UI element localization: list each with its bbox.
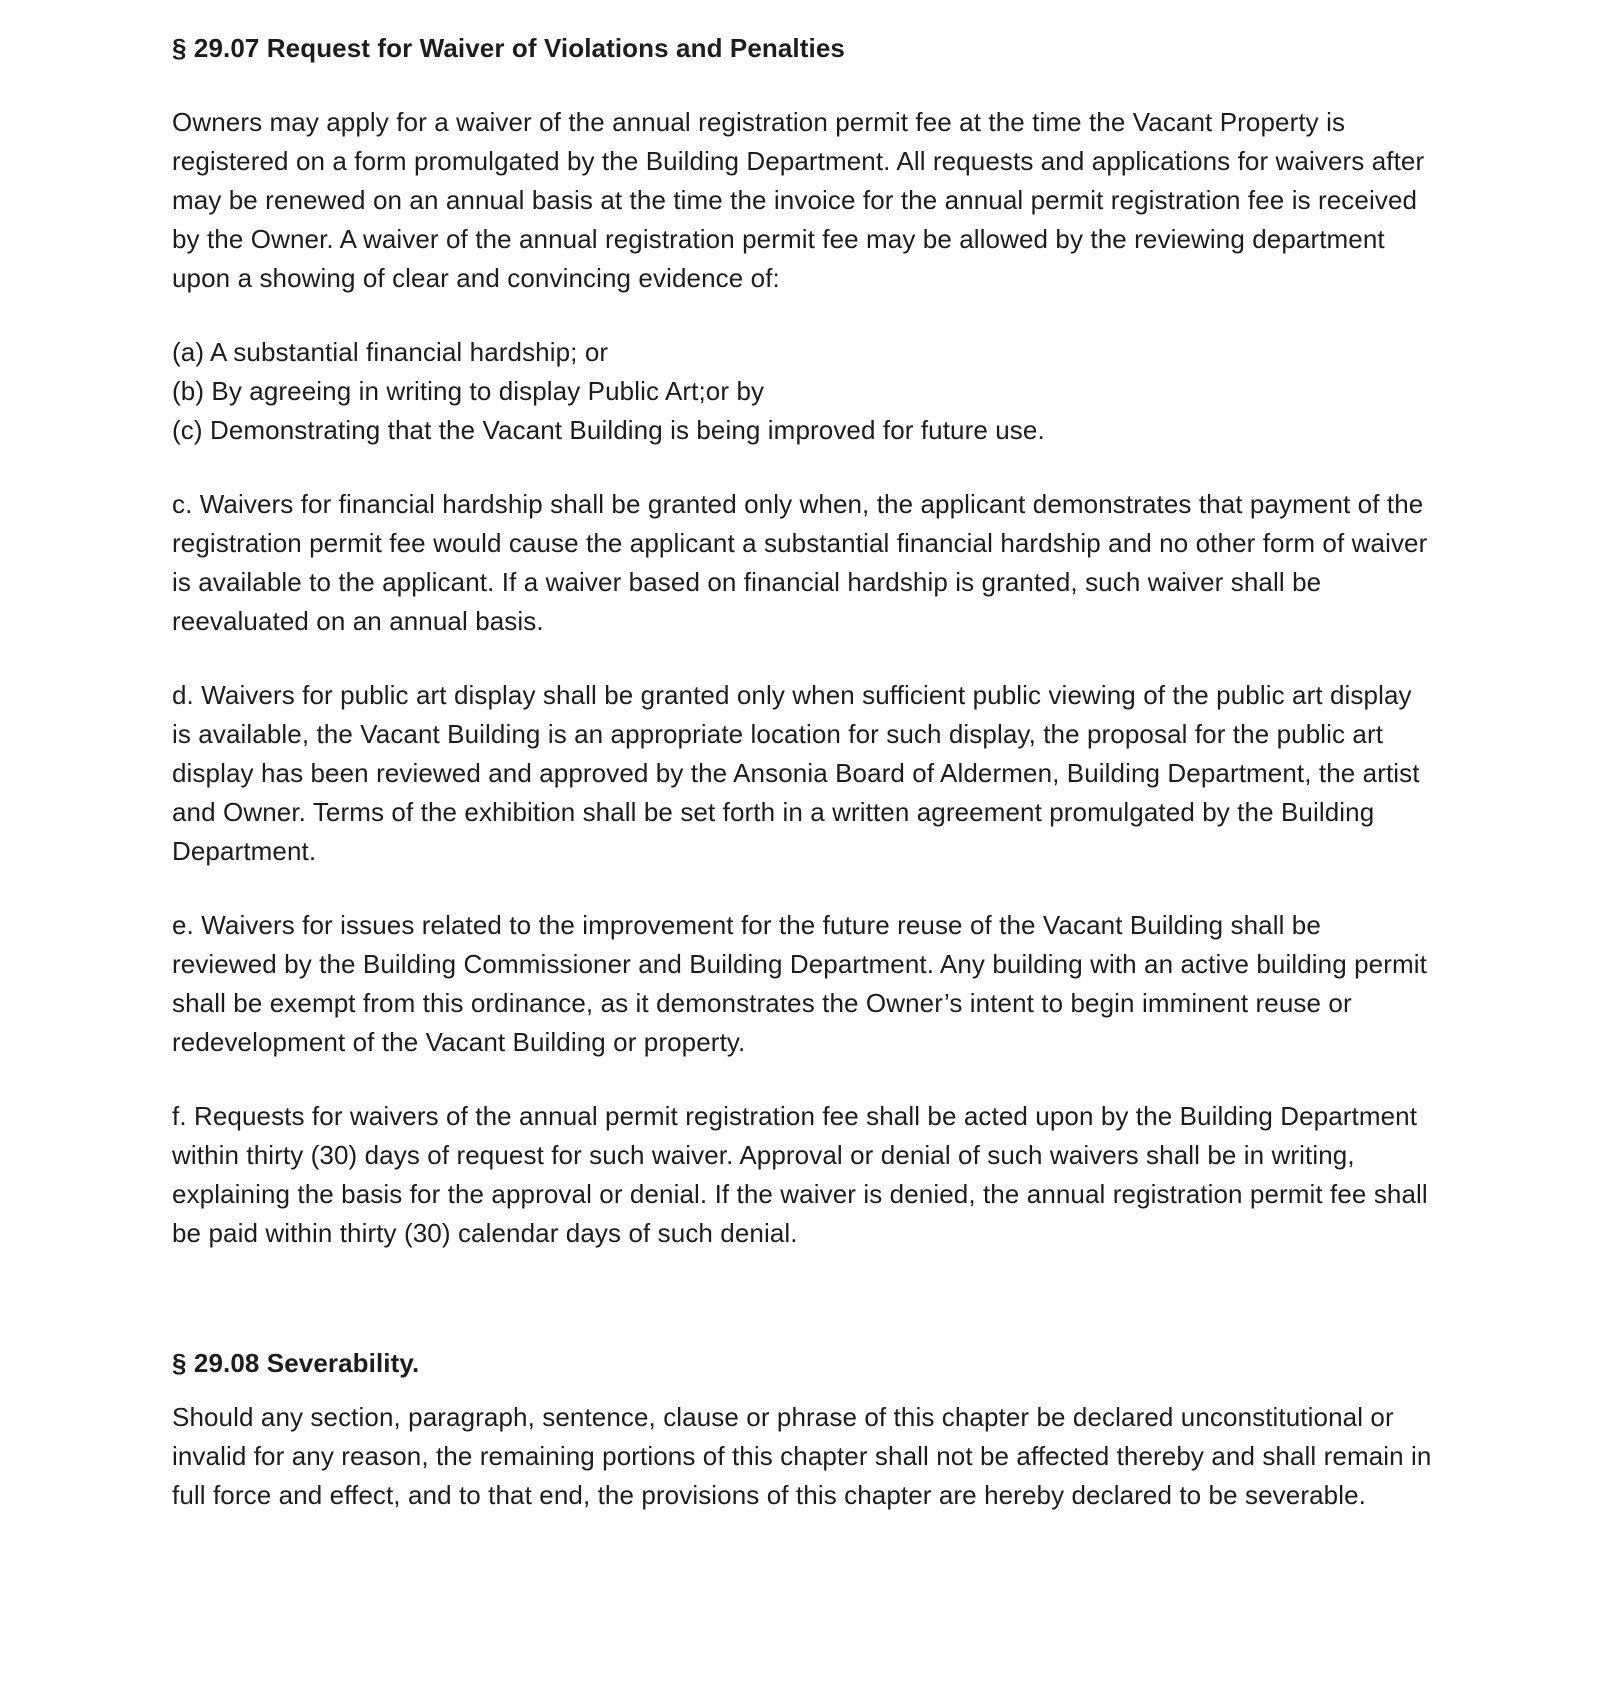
paragraph-c: c. Waivers for financial hardship shall be granted only when, the applicant demonstrates that payment of the registration permit fee would cause the applicant a substantial financial hardship and no other form of waiver is available to the applicant. If a waiver based on financial hardship is granted, such waiver shall be reevaluated on an annual basis. [172, 489, 1428, 636]
document-page [172, 30, 1432, 1515]
spacer [172, 1381, 1432, 1398]
spacer [172, 1062, 1432, 1097]
spacer [172, 1253, 1432, 1345]
spacer [172, 641, 1432, 676]
section-2907-heading: § 29.07 Request for Waiver of Violations and Penalties [172, 33, 845, 63]
spacer [172, 871, 1432, 906]
section-2907-intro: Owners may apply for a waiver of the annual registration permit fee at the time the Vacant Property is registered on a form promulgated by the Building Department. All requests and applications for waivers after may be renewed on an annual basis at the time the invoice for the annual permit registration fee is received by the Owner. A waiver of the annual registration permit fee may be allowed by the reviewing department upon a showing of clear and convincing evidence of: [172, 107, 1425, 293]
list-item: (c) Demonstrating that the Vacant Building is being improved for future use. [172, 415, 1045, 445]
spacer [172, 450, 1432, 485]
section-2908-body: Should any section, paragraph, sentence, clause or phrase of this chapter be declared unconstitutional or invalid for any reason, the remaining portions of this chapter shall not be affected thereby and shall remain in full force and effect, and to that end, the provisions of this chapter are hereby declared to be severable. [172, 1402, 1432, 1510]
spacer [172, 66, 1432, 103]
spacer [172, 298, 1432, 333]
paragraph-d: d. Waivers for public art display shall be granted only when sufficient public viewing of the public art display is available, the Vacant Building is an appropriate location for such display, the proposal for the public art display has been reviewed and approved by the Ansonia Board of Aldermen, Building Department, the artist and Owner. Terms of the exhibition shall be set forth in a written agreement promulgated by the Building Department. [172, 680, 1420, 866]
paragraph-f: f. Requests for waivers of the annual permit registration fee shall be acted upon by the Building Department within thirty (30) days of request for such waiver. Approval or denial of such waivers shall be in writing, explaining the basis for the approval or denial. If the waiver is denied, the annual registration permit fee shall be paid within thirty (30) calendar days of such denial. [172, 1101, 1428, 1248]
list-item: (b) By agreeing in writing to display Public Art;or by [172, 376, 765, 406]
paragraph-e: e. Waivers for issues related to the improvement for the future reuse of the Vacant Building shall be reviewed by the Building Commissioner and Building Department. Any building with an active building permit shall be exempt from this ordinance, as it demonstrates the Owner’s intent to begin imminent reuse or redevelopment of the Vacant Building or property. [172, 910, 1427, 1057]
waiver-criteria-list [172, 333, 1432, 450]
section-2908-heading: § 29.08 Severability. [172, 1348, 420, 1378]
list-item: (a) A substantial financial hardship; or [172, 337, 609, 367]
